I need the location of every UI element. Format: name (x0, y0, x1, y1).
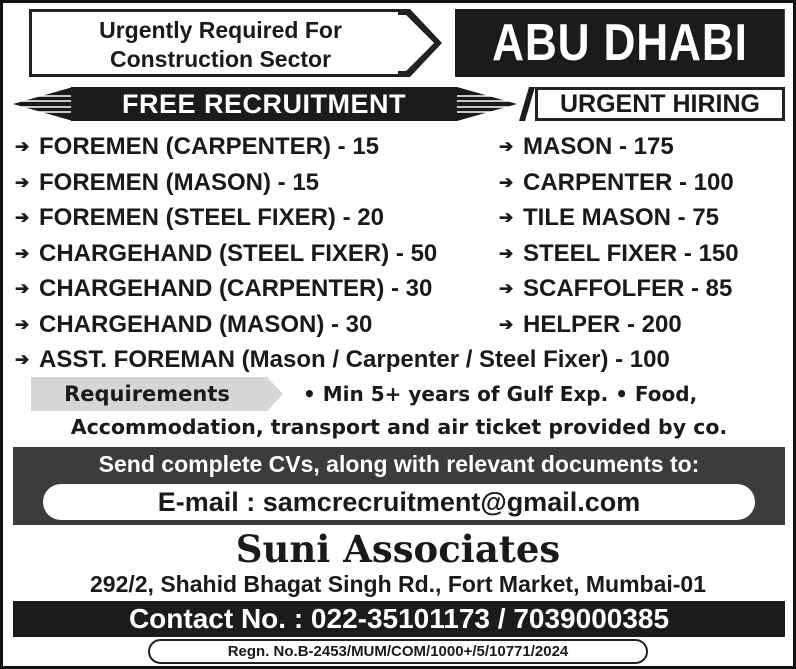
urgent-hiring-label: URGENT HIRING (535, 87, 785, 121)
list-item: ➔ FOREMEN (STEEL FIXER) - 20 (15, 200, 495, 236)
list-item: ➔ CHARGEHAND (STEEL FIXER) - 50 (15, 236, 495, 272)
positions-right-column (499, 129, 789, 342)
header (3, 3, 793, 85)
positions-left-column (15, 129, 495, 342)
arrow-right-icon: ➔ (15, 172, 30, 192)
chevron-right-icon (398, 9, 448, 77)
list-item-full-width: ➔ ASST. FOREMAN (Mason / Carpenter / Steel Fixer) - 100 (15, 342, 785, 378)
tag-arrow-icon (263, 377, 283, 411)
requirements-tag (31, 377, 291, 411)
list-item: ➔ FOREMEN (CARPENTER) - 15 (15, 129, 495, 165)
arrow-right-icon: ➔ (15, 314, 30, 334)
arrow-right-icon: ➔ (499, 314, 514, 334)
speed-lines-right-icon (457, 87, 517, 121)
contact-numbers: Contact No. : 022-35101173 / 7039000385 (13, 601, 785, 637)
arrow-right-icon: ➔ (499, 137, 514, 157)
arrow-right-icon: ➔ (499, 208, 514, 228)
company-name: Suni Associates (235, 527, 561, 571)
email-bar (13, 481, 785, 525)
header-line-1: Urgently Required For (99, 17, 342, 43)
list-item: ➔ FOREMEN (MASON) - 15 (15, 165, 495, 201)
email-address[interactable]: E-mail : samcrecruitment@gmail.com (43, 484, 755, 520)
list-item: ➔ SCAFFOLFER - 85 (499, 271, 789, 307)
arrow-right-icon: ➔ (15, 350, 30, 370)
list-item: ➔ CHARGEHAND (CARPENTER) - 30 (15, 271, 495, 307)
arrow-right-icon: ➔ (499, 243, 514, 263)
company-address: 292/2, Shahid Bhagat Singh Rd., Fort Market, Mumbai-01 (90, 571, 706, 597)
slash-divider-icon (519, 87, 535, 121)
free-recruitment-label: FREE RECRUITMENT (71, 87, 457, 121)
requirements-label: Requirements (31, 377, 263, 411)
arrow-right-icon: ➔ (499, 279, 514, 299)
send-cv-instruction: Send complete CVs, along with relevant documents to: (13, 447, 785, 481)
list-item: ➔ CHARGEHAND (MASON) - 30 (15, 307, 495, 343)
header-line-2: Construction Sector (109, 46, 332, 72)
arrow-right-icon: ➔ (499, 172, 514, 192)
requirements-line-1: • Min 5+ years of Gulf Exp. • Food, (303, 382, 698, 406)
arrow-right-icon: ➔ (15, 208, 30, 228)
recruitment-banner (13, 87, 785, 121)
requirements-section (13, 375, 785, 445)
list-item: ➔ TILE MASON - 75 (499, 200, 789, 236)
arrow-right-icon: ➔ (15, 243, 30, 263)
arrow-right-icon: ➔ (15, 279, 30, 299)
speed-lines-left-icon (13, 87, 73, 121)
requirements-line-2: Accommodation, transport and air ticket provided by co. (70, 415, 728, 439)
list-item: ➔ HELPER - 200 (499, 307, 789, 343)
header-subtitle-box (29, 9, 409, 77)
list-item: ➔ CARPENTER - 100 (499, 165, 789, 201)
list-item: ➔ STEEL FIXER - 150 (499, 236, 789, 272)
list-item: ➔ MASON - 175 (499, 129, 789, 165)
positions-list (15, 129, 785, 374)
arrow-right-icon: ➔ (15, 137, 30, 157)
registration-number: Regn. No.B-2453/MUM/COM/1000+/5/10771/2024 (148, 639, 648, 664)
location-title: ABU DHABI (455, 9, 785, 77)
